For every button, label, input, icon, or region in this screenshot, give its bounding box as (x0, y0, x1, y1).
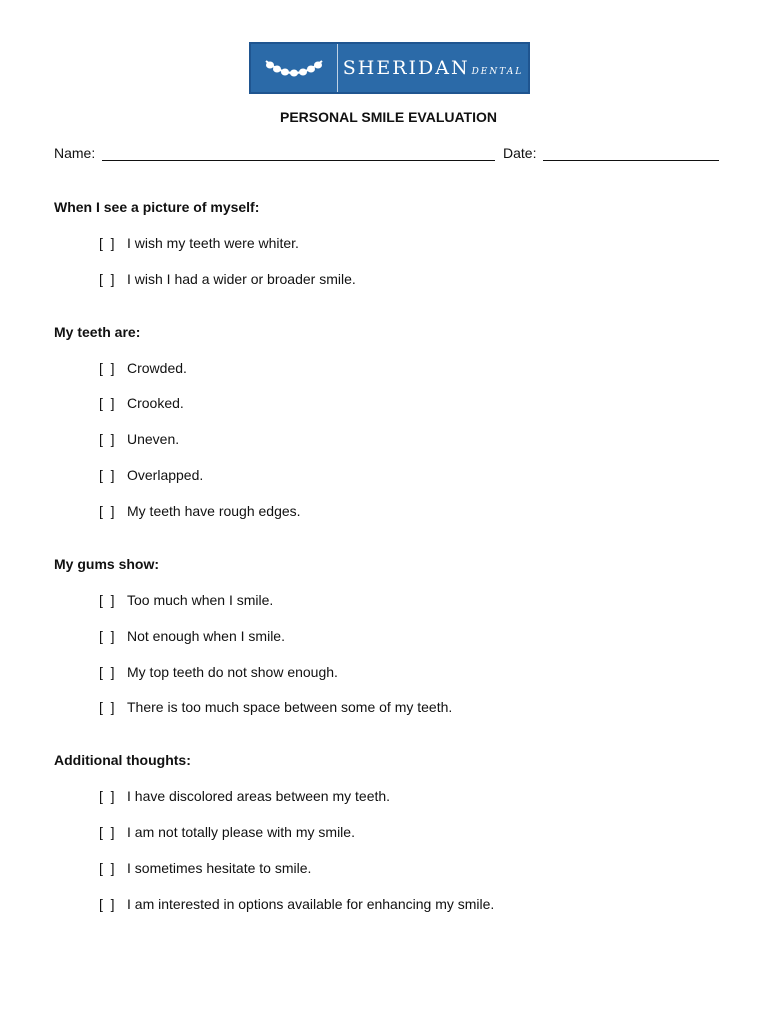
date-label: Date: (503, 145, 537, 161)
checkbox[interactable]: [ ] (99, 503, 115, 519)
section-heading-picture: When I see a picture of myself: (54, 199, 260, 215)
checkbox[interactable]: [ ] (99, 628, 115, 644)
checklist-item[interactable] (99, 235, 299, 251)
item-label: My teeth have rough edges. (127, 503, 301, 519)
item-label: Too much when I smile. (127, 592, 274, 608)
checklist-item[interactable] (99, 664, 338, 680)
checkbox[interactable]: [ ] (99, 896, 115, 912)
form-title: PERSONAL SMILE EVALUATION (279, 109, 497, 125)
checkbox[interactable]: [ ] (99, 788, 115, 804)
item-label: I wish my teeth were whiter. (127, 235, 299, 251)
checkbox[interactable]: [ ] (99, 860, 115, 876)
checklist-item[interactable] (99, 503, 301, 519)
checklist-item[interactable] (99, 360, 187, 376)
checklist-item[interactable] (99, 431, 179, 447)
item-label: I wish I had a wider or broader smile. (127, 271, 356, 287)
checkbox[interactable]: [ ] (99, 592, 115, 608)
brand-main: SHERIDAN (342, 57, 470, 79)
checklist-item[interactable] (99, 788, 390, 804)
item-label: Crooked. (127, 395, 184, 411)
checklist-item[interactable] (99, 699, 452, 715)
checklist-item[interactable] (99, 824, 355, 840)
section-heading-gums: My gums show: (54, 556, 160, 572)
checkbox[interactable]: [ ] (99, 824, 115, 840)
item-label: Overlapped. (127, 467, 204, 483)
name-field[interactable] (102, 146, 495, 161)
date-field[interactable] (543, 146, 719, 161)
item-label: I am interested in options available for enhancing my smile. (127, 896, 495, 912)
teeth-logo-icon (251, 44, 338, 92)
checklist-item[interactable] (99, 592, 273, 608)
checklist-item[interactable] (99, 271, 356, 287)
item-label: There is too much space between some of my teeth. (127, 699, 453, 715)
checkbox[interactable]: [ ] (99, 235, 115, 251)
section-heading-additional: Additional thoughts: (54, 752, 191, 768)
name-date-row (54, 145, 719, 161)
checklist-item[interactable] (99, 896, 494, 912)
item-label: Crowded. (127, 360, 187, 376)
brand-sub: DENTAL (471, 67, 524, 77)
item-label: Not enough when I smile. (127, 628, 285, 644)
checklist-item[interactable] (99, 628, 285, 644)
item-label: Uneven. (127, 431, 180, 447)
item-label: My top teeth do not show enough. (127, 664, 338, 680)
checkbox[interactable]: [ ] (99, 664, 115, 680)
checkbox[interactable]: [ ] (99, 431, 115, 447)
section-heading-teeth: My teeth are: (54, 324, 141, 340)
checkbox[interactable]: [ ] (99, 271, 115, 287)
item-label: I am not totally please with my smile. (127, 824, 355, 840)
checkbox[interactable]: [ ] (99, 395, 115, 411)
name-label: Name: (54, 145, 96, 161)
checkbox[interactable]: [ ] (99, 360, 115, 376)
checklist-item[interactable] (99, 860, 311, 876)
checkbox[interactable]: [ ] (99, 467, 115, 483)
item-label: I sometimes hesitate to smile. (127, 860, 312, 876)
checklist-item[interactable] (99, 395, 184, 411)
sheridan-dental-logo (249, 42, 530, 94)
checklist-item[interactable] (99, 467, 203, 483)
checkbox[interactable]: [ ] (99, 699, 115, 715)
item-label: I have discolored areas between my teeth. (127, 788, 391, 804)
brand-wordmark (338, 57, 528, 79)
